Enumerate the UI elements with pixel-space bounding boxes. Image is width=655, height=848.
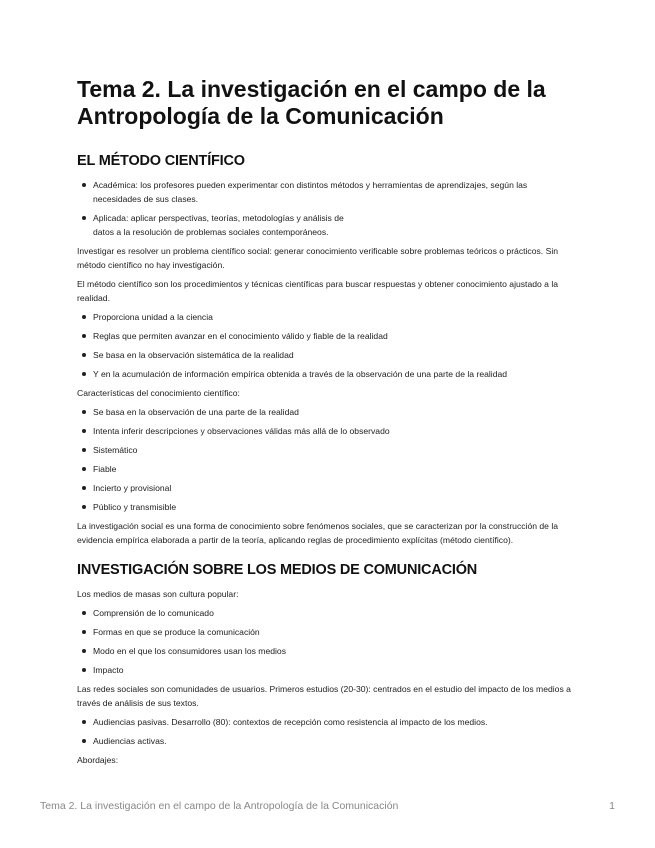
- list-item: Reglas que permiten avanzar en el conocimiento válido y fiable de la realidad: [77, 329, 577, 343]
- list-item: Y en la acumulación de información empírica obtenida a través de la observación de una parte de la realidad: [77, 367, 577, 381]
- list-item: Impacto: [77, 663, 577, 677]
- section-heading-metodo: EL MÉTODO CIENTÍFICO: [77, 153, 245, 169]
- bullet-list: [77, 178, 577, 239]
- bullet-list: [77, 606, 577, 677]
- list-item: Incierto y provisional: [77, 481, 577, 495]
- list-item: Formas en que se produce la comunicación: [77, 625, 577, 639]
- list-item: Intenta inferir descripciones y observaciones válidas más allá de lo observado: [77, 424, 577, 438]
- list-item: Público y transmisible: [77, 500, 577, 514]
- paragraph: El método científico son los procedimientos y técnicas científicas para buscar respuestas y obtener conocimiento ajustado a la realidad.: [77, 279, 559, 303]
- list-item: Audiencias pasivas. Desarrollo (80): contextos de recepción como resistencia al impacto de los medios.: [77, 715, 577, 729]
- footer-title: Tema 2. La investigación en el campo de la Antropología de la Comunicación: [40, 800, 399, 812]
- bullet-list: [77, 310, 577, 381]
- list-item: Se basa en la observación sistemática de la realidad: [77, 348, 577, 362]
- list-item: Académica: los profesores pueden experimentar con distintos métodos y herramientas de aprendizajes, según las necesidades de sus clases.: [77, 178, 577, 206]
- list-item: Fiable: [77, 462, 577, 476]
- bullet-list: [77, 405, 577, 514]
- list-item: [77, 211, 577, 239]
- list-item: Se basa en la observación de una parte de la realidad: [77, 405, 577, 419]
- paragraph: Abordajes:: [77, 755, 119, 765]
- paragraph: Los medios de masas son cultura popular:: [77, 589, 239, 599]
- list-item: Modo en el que los consumidores usan los medios: [77, 644, 577, 658]
- paragraph: La investigación social es una forma de conocimiento sobre fenómenos sociales, que se caracterizan por la construcción de la evidencia empírica elaborada a partir de la teoría, aplicando reglas de procedimiento explícitas (método científico).: [77, 521, 559, 545]
- page-footer: [40, 800, 615, 812]
- paragraph: Investigar es resolver un problema científico social: generar conocimiento verificable sobre problemas teóricos o prácticos. Sin método científico no hay investigación.: [77, 246, 559, 270]
- paragraph: Características del conocimiento científico:: [77, 388, 240, 398]
- list-item: Comprensión de lo comunicado: [77, 606, 577, 620]
- page-number: 1: [609, 800, 615, 812]
- section-heading-medios: INVESTIGACIÓN SOBRE LOS MEDIOS DE COMUNICACIÓN: [77, 562, 478, 578]
- paragraph: Las redes sociales son comunidades de usuarios. Primeros estudios (20-30): centrados en el estudio del impacto de los medios a través de análisis de sus textos.: [77, 684, 571, 708]
- document-page: [77, 76, 577, 772]
- list-item: Audiencias activas.: [77, 734, 577, 748]
- list-item: Proporciona unidad a la ciencia: [77, 310, 577, 324]
- bullet-list: [77, 715, 577, 748]
- list-item: Sistemático: [77, 443, 577, 457]
- document-title: Tema 2. La investigación en el campo de la Antropología de la Comunicación: [77, 76, 546, 129]
- list-item-text: Aplicada: aplicar perspectivas, teorías, metodologías y análisis de datos a la resolución de problemas sociales contemporáneos.: [93, 213, 344, 237]
